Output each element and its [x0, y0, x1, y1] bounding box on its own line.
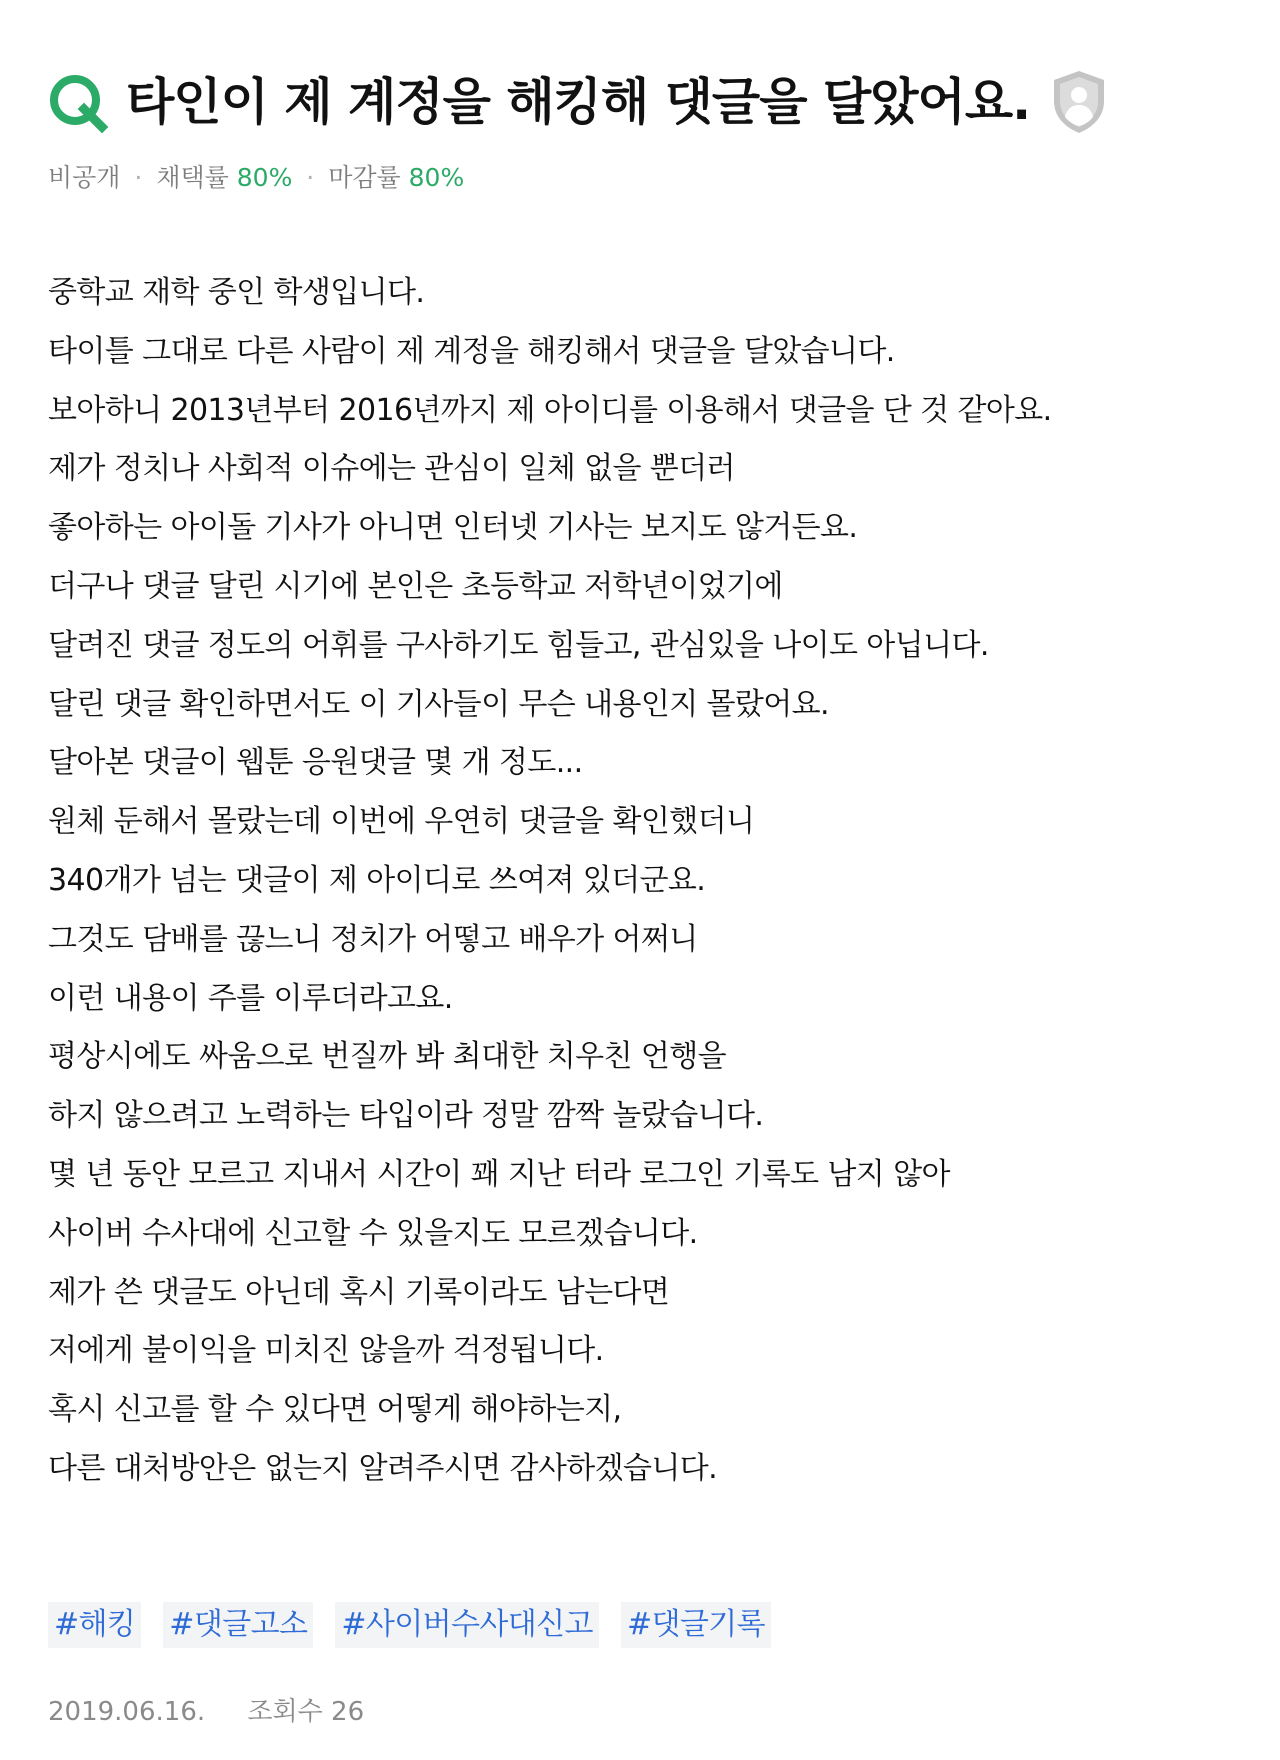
body-line: 저에게 불이익을 미치진 않을까 걱정됩니다.	[48, 1333, 604, 1369]
view-count	[247, 1697, 364, 1727]
body-line: 타이틀 그대로 다른 사람이 제 계정을 해킹해서 댓글을 달았습니다.	[48, 333, 895, 369]
body-line: 더구나 댓글 달린 시기에 본인은 초등학교 저학년이었기에	[48, 568, 783, 604]
body-line: 원체 둔해서 몰랐는데 이번에 우연히 댓글을 확인했더니	[48, 804, 755, 840]
tag-comment-lawsuit[interactable]: #댓글고소	[163, 1602, 313, 1648]
body-line: 제가 쓴 댓글도 아닌데 혹시 기록이라도 남는다면	[48, 1274, 670, 1310]
views-count: 26	[331, 1697, 365, 1727]
meta-separator: ·	[306, 163, 315, 192]
closing-label: 마감률	[328, 163, 401, 192]
adoption-rate: 80%	[236, 163, 293, 192]
body-line: 중학교 재학 중인 학생입니다.	[48, 275, 425, 310]
body-line: 달린 댓글 확인하면서도 이 기사들이 무슨 내용인지 몰랐어요.	[48, 686, 829, 722]
body-line: 달아본 댓글이 웹툰 응원댓글 몇 개 정도...	[48, 745, 583, 781]
body-line: 340개가 넘는 댓글이 제 아이디로 쓰여져 있더군요.	[48, 862, 706, 898]
closing-rate: 80%	[408, 163, 465, 192]
question-footer	[48, 1694, 364, 1730]
question-meta	[48, 160, 464, 196]
q-icon	[46, 71, 108, 133]
body-line: 몇 년 동안 모르고 지내서 시간이 꽤 지난 터라 로그인 기록도 남지 않아	[48, 1156, 950, 1192]
body-line: 사이버 수사대에 신고할 수 있을지도 모르겠습니다.	[48, 1215, 698, 1251]
tag-comment-record[interactable]: #댓글기록	[621, 1602, 771, 1648]
tag-hacking[interactable]: #해킹	[48, 1602, 141, 1648]
question-header	[46, 66, 1226, 138]
body-line: 이런 내용이 주를 이루더라고요.	[48, 980, 453, 1016]
body-line: 혹시 신고를 할 수 있다면 어떻게 해야하는지,	[48, 1392, 622, 1428]
body-line: 달려진 댓글 정도의 어휘를 구사하기도 힘들고, 관심있을 나이도 아닙니다.	[48, 627, 989, 663]
body-line: 보아하니 2013년부터 2016년까지 제 아이디를 이용해서 댓글을 단 것 같아요.	[48, 392, 1052, 428]
body-line: 평상시에도 싸움으로 번질까 봐 최대한 치우친 언행을	[48, 1039, 726, 1075]
shield-person-icon	[1050, 69, 1108, 135]
body-line: 하지 않으려고 노력하는 타입이라 정말 깜짝 놀랐습니다.	[48, 1098, 764, 1134]
body-line: 그것도 담배를 끊느니 정치가 어떻고 배우가 어쩌니	[48, 921, 698, 957]
visibility-label: 비공개	[48, 163, 121, 192]
adoption-label: 채택률	[156, 163, 229, 192]
meta-separator: ·	[134, 163, 143, 192]
post-date: 2019.06.16.	[48, 1697, 206, 1727]
tag-cyber-police-report[interactable]: #사이버수사대신고	[335, 1602, 599, 1648]
tag-list	[48, 1602, 771, 1648]
body-line: 제가 정치나 사회적 이슈에는 관심이 일체 없을 뿐더러	[48, 451, 735, 487]
views-label: 조회수	[247, 1697, 323, 1727]
body-line: 다른 대처방안은 없는지 알려주시면 감사하겠습니다.	[48, 1450, 718, 1486]
question-body	[48, 264, 1228, 1499]
question-title: 타인이 제 계정을 해킹해 댓글을 달았어요.	[126, 73, 1031, 131]
body-line: 좋아하는 아이돌 기사가 아니면 인터넷 기사는 보지도 않거든요.	[48, 510, 858, 546]
